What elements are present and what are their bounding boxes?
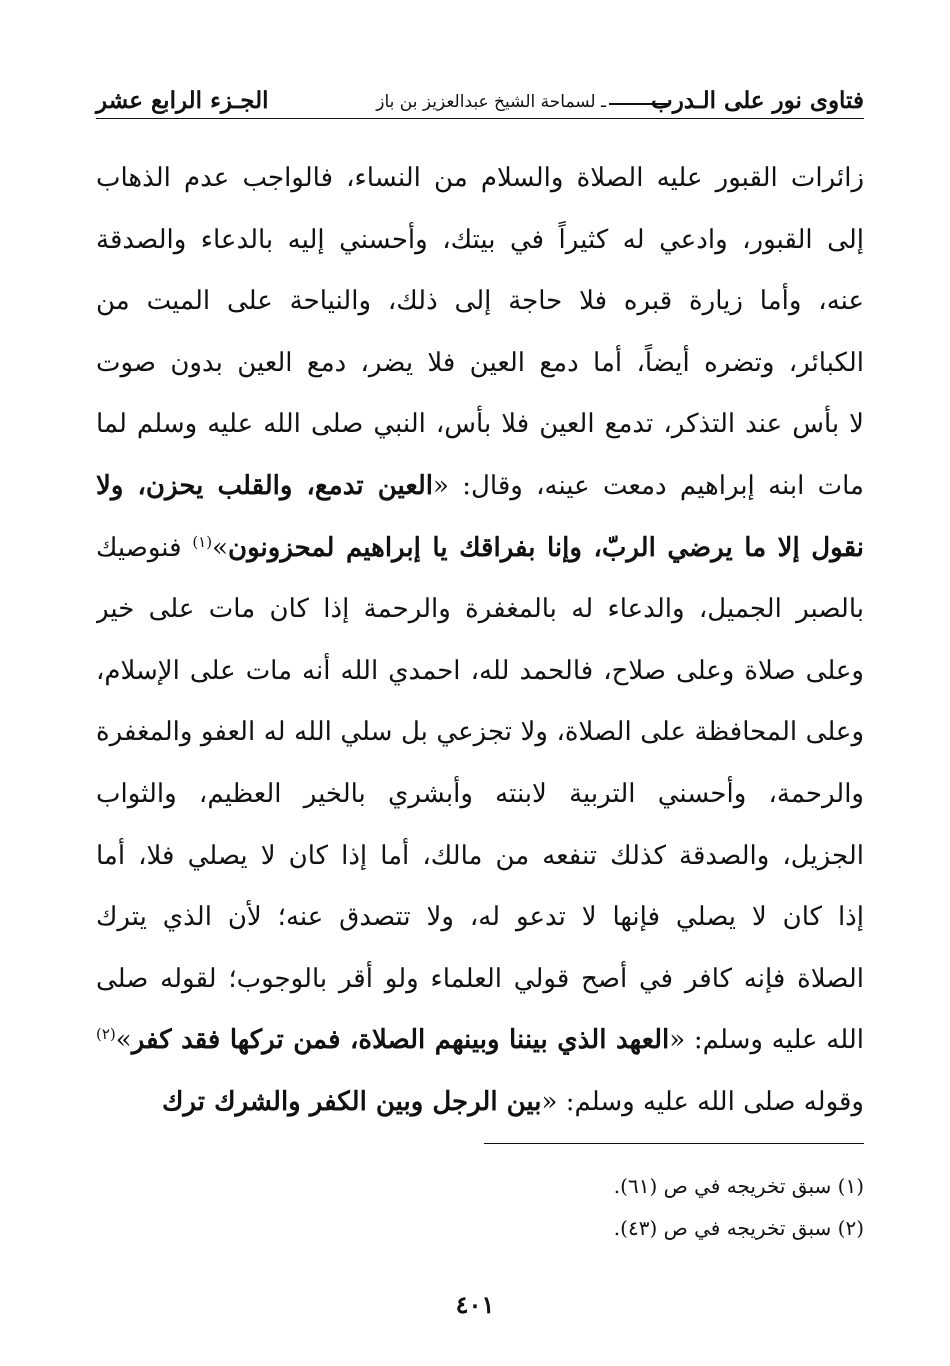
- text-line: [96, 271, 864, 333]
- text-segment: الكبائر، وتضره أيضاً، أما دمع العين فلا يضر، دمع العين بدون صوت: [96, 347, 864, 378]
- series-title: فتاوى نور على الـدرب: [651, 87, 864, 114]
- page-number: ٤٠١: [455, 1290, 495, 1319]
- text-segment: زائرات القبور عليه الصلاة والسلام من النساء، فالواجب عدم الذهاب: [96, 163, 864, 193]
- text-segment: فنوصيك: [96, 532, 193, 563]
- text-line: [96, 1010, 864, 1072]
- text-line: [96, 394, 864, 456]
- footnote-ref: (١): [192, 532, 213, 551]
- text-line: [96, 702, 864, 764]
- text-segment: الصلاة فإنه كافر في أصح قولي العلماء ولو أقر بالوجوب؛ لقوله صلى: [96, 963, 864, 994]
- text-line: [96, 641, 864, 703]
- text-line: [96, 456, 864, 518]
- text-line: [96, 518, 864, 580]
- text-line: [96, 210, 864, 272]
- header-dash: [609, 103, 669, 105]
- footnotes: [364, 1165, 864, 1249]
- text-line: [96, 949, 864, 1011]
- text-line: [96, 333, 864, 395]
- running-header: [96, 86, 864, 120]
- header-rule: [96, 118, 864, 119]
- text-segment: والرحمة، وأحسني التربية لابنته وأبشري بالخير العظيم، والثواب: [96, 778, 864, 809]
- text-line: [96, 148, 864, 210]
- footnote: (٢) سبق تخريجه في ص (٤٣).: [613, 1216, 864, 1240]
- text-segment: الجزيل، والصدقة كذلك تنفعه من مالك، أما إذا كان لا يصلي فلا، أما: [96, 840, 864, 871]
- author-name: ـ لسماحة الشيخ عبدالعزيز بن باز: [376, 92, 606, 112]
- text-segment: مات ابنه إبراهيم دمعت عينه، وقال: «: [433, 470, 864, 501]
- text-line: [96, 887, 864, 949]
- text-line: [96, 579, 864, 641]
- hadith-quote: بين الرجل وبين الكفر والشرك ترك: [162, 1086, 542, 1117]
- text-segment: »: [212, 532, 229, 563]
- text-segment: إذا كان لا يصلي فإنها لا تدعو له، ولا تتصدق عنه؛ لأن الذي يترك: [96, 902, 864, 933]
- footnote-separator: [484, 1143, 864, 1144]
- hadith-quote: نقول إلا ما يرضي الربّ، وإنا بفراقك يا إبراهيم لمحزونون: [228, 532, 864, 563]
- text-line: [96, 764, 864, 826]
- text-segment: إلى القبور، وادعي له كثيراً في بيتك، وأحسني إليه بالدعاء والصدقة: [96, 224, 864, 255]
- text-segment: الله عليه وسلم: «: [669, 1025, 864, 1056]
- text-segment: »: [115, 1025, 132, 1056]
- body-text: [96, 148, 864, 1134]
- text-segment: لا بأس عند التذكر، تدمع العين فلا بأس، النبي صلى الله عليه وسلم لما: [96, 409, 864, 440]
- text-segment: بالصبر الجميل، والدعاء له بالمغفرة والرحمة إذا كان مات على خير: [96, 594, 864, 625]
- footnote-ref: (٢): [96, 1025, 116, 1044]
- hadith-quote: العين تدمع، والقلب يحزن، ولا: [96, 470, 434, 501]
- text-line: [96, 1072, 864, 1134]
- footnote: (١) سبق تخريجه في ص (٦١).: [613, 1174, 864, 1198]
- text-segment: وعلى صلاة وعلى صلاح، فالحمد لله، احمدي الله أنه مات على الإسلام،: [96, 655, 864, 686]
- text-segment: عنه، وأما زيارة قبره فلا حاجة إلى ذلك، والنياحة على الميت من: [96, 286, 864, 317]
- text-segment: وعلى المحافظة على الصلاة، ولا تجزعي بل سلي الله له العفو والمغفرة: [96, 717, 864, 748]
- text-segment: وقوله صلى الله عليه وسلم: «: [541, 1086, 864, 1117]
- text-line: [96, 826, 864, 888]
- volume-title: الجـزء الرابع عشر: [96, 87, 269, 114]
- hadith-quote: العهد الذي بيننا وبينهم الصلاة، فمن تركها فقد كفر: [131, 1025, 670, 1056]
